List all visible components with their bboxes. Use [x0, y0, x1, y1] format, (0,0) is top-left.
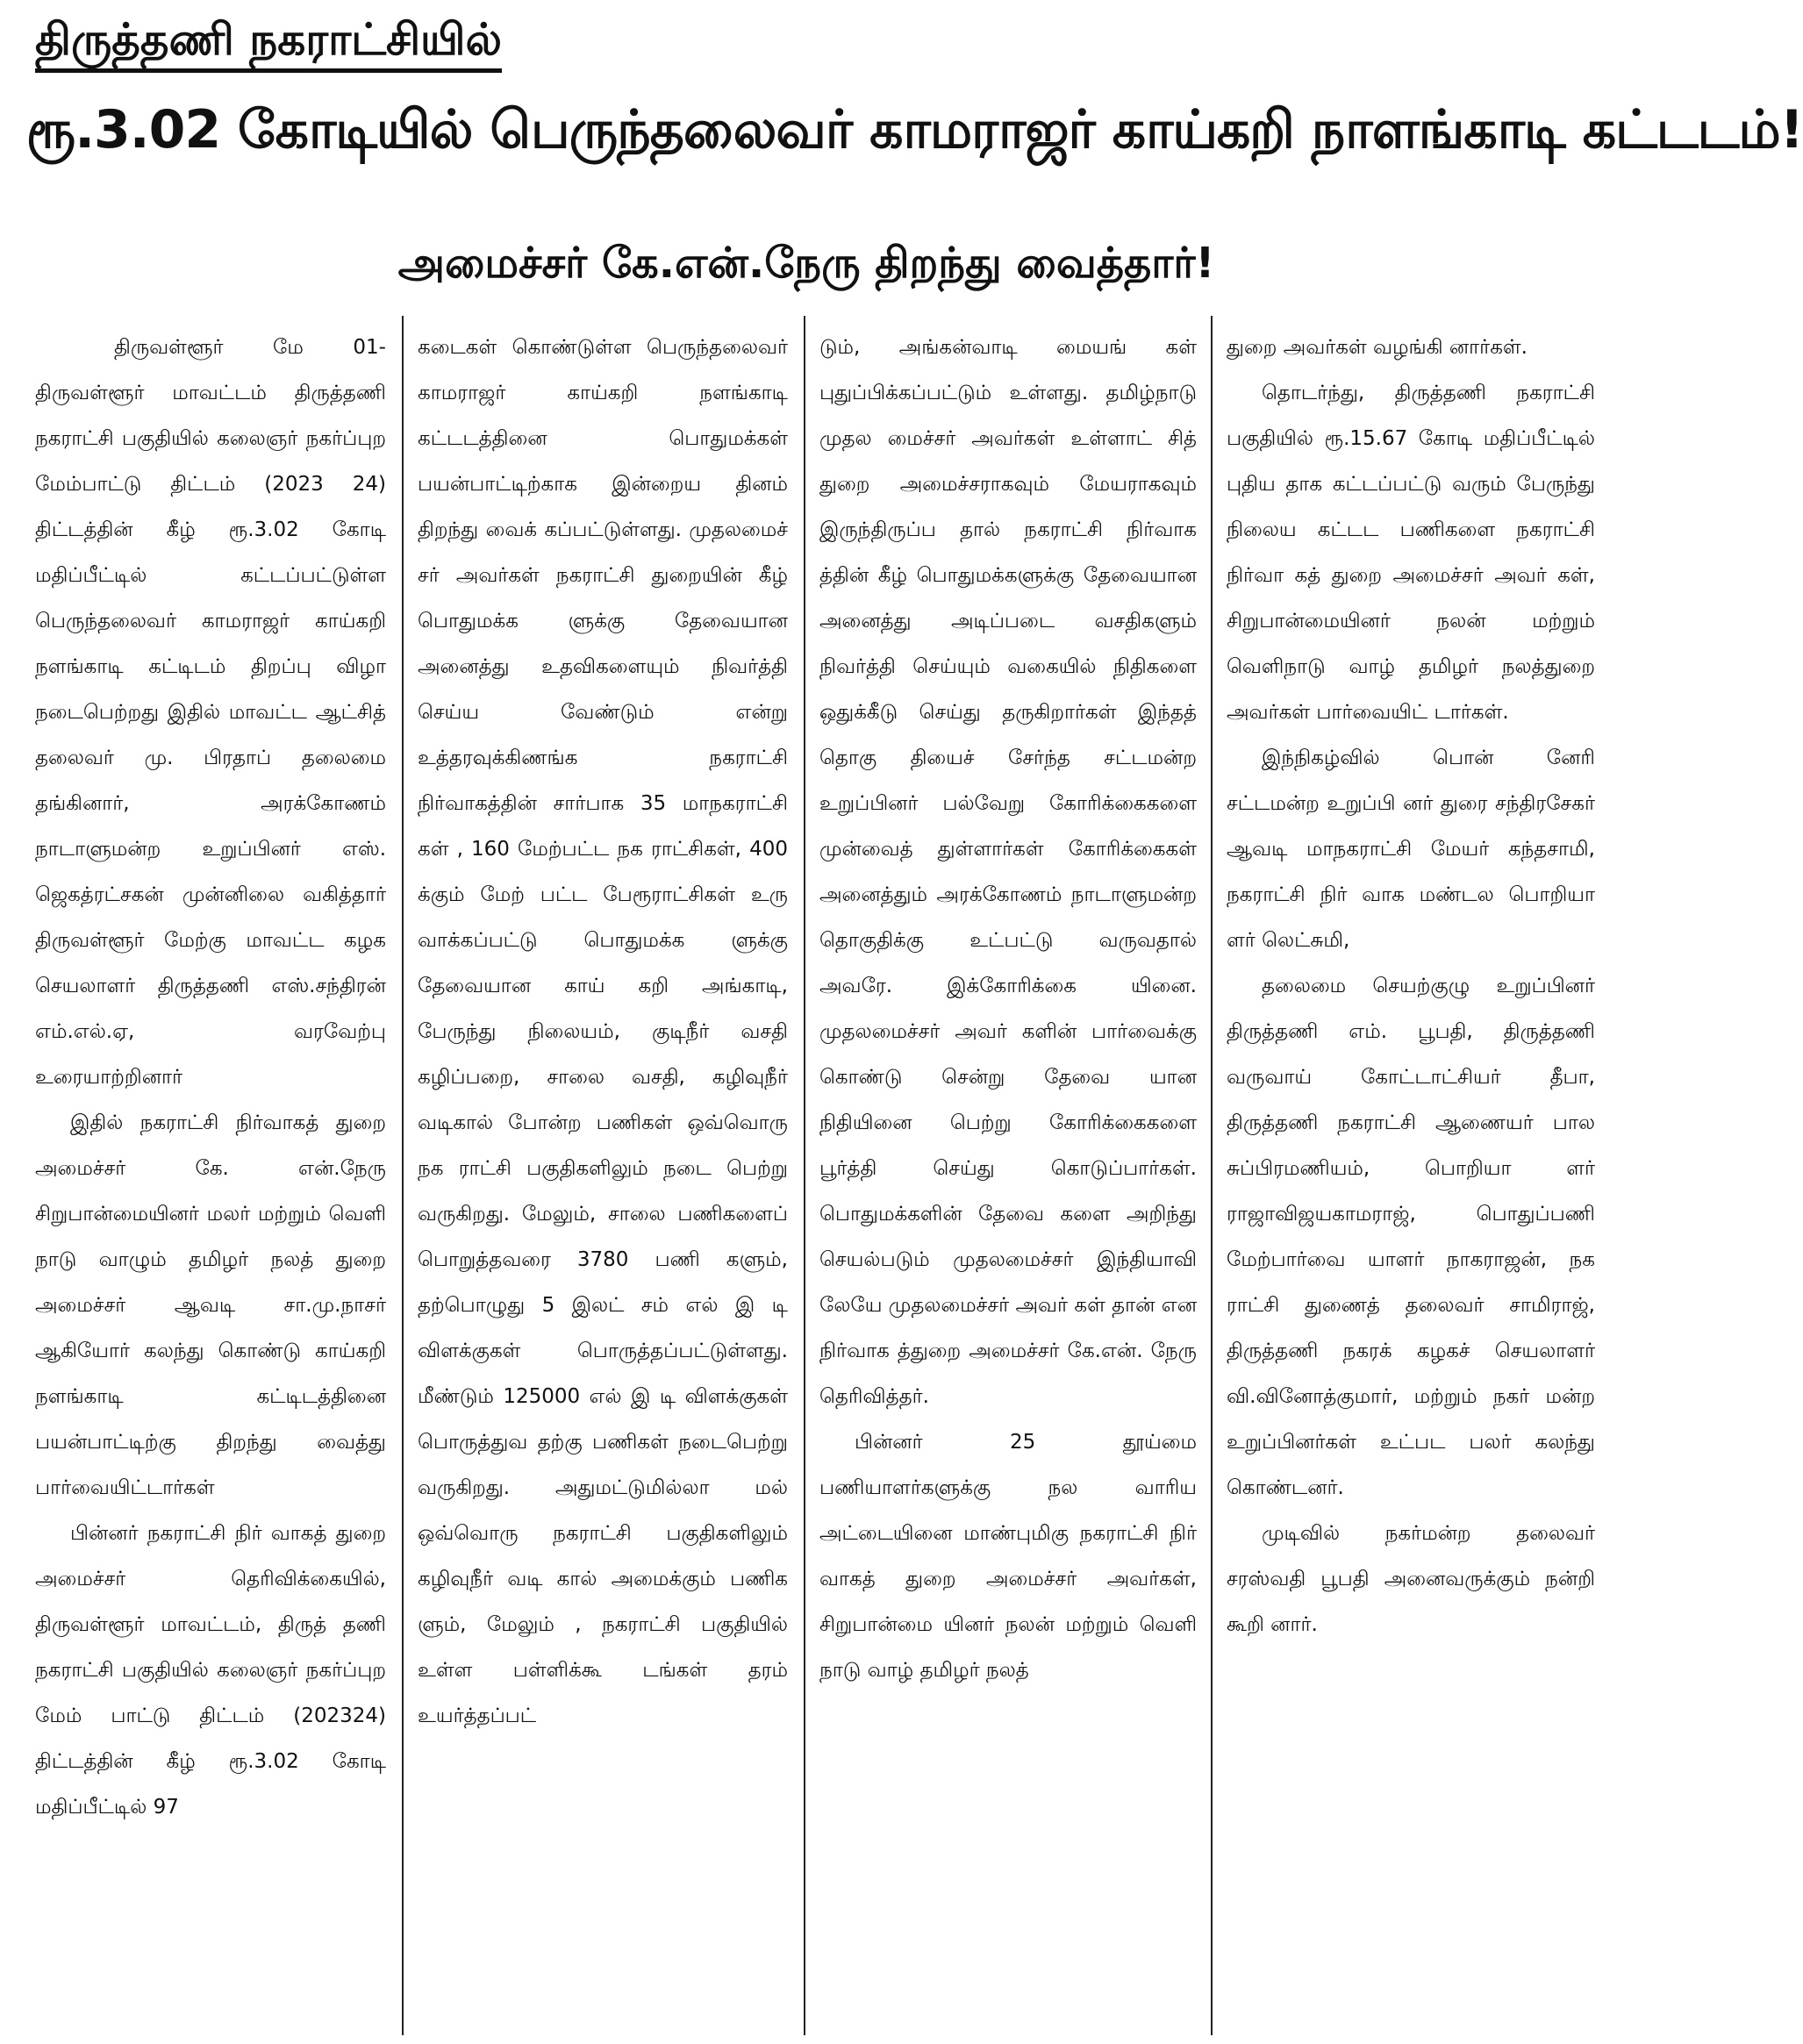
article-headline: ரூ.3.02 கோடியில் பெருந்தலைவர் காமராஜர் காய்கறி நாளங்காடி கட்டடம்! [26, 99, 1803, 161]
column-3-paragraph-2: பின்னர் 25 தூய்மை பணியாளர்களுக்கு நல வாரிய அட்டையினை மாண்புமிகு நகராட்சி நிர் வாகத் துறை அமைச்சர் அவர்கள், சிறுபான்மை யினர் நலன் மற்றும் வெளி நாடு வாழ் தமிழர் நலத் [819, 1431, 1197, 1682]
column-3 [819, 325, 1197, 2035]
column-rule-2 [804, 316, 805, 2035]
column-1-paragraph-3: பின்னர் நகராட்சி நிர் வாகத் துறை அமைச்சர் தெரிவிக்கையில், திருவள்ளூர் மாவட்டம், திருத் தணி நகராட்சி பகுதியில் கலைஞர் நகர்ப்புற மேம் பாட்டு திட்டம் (202324) திட்டத்தின் கீழ் ரூ.3.02 கோடி மதிப்பீட்டில் 97 [35, 1522, 386, 1819]
article-kicker: திருத்தணி நகராட்சியில் [35, 12, 502, 73]
column-4 [1227, 325, 1595, 2035]
column-4-paragraph-5: முடிவில் நகர்மன்ற தலைவர் சரஸ்வதி பூபதி அனைவருக்கும் நன்றி கூறி னார். [1227, 1522, 1595, 1636]
column-3-paragraph-1: டும், அங்கன்வாடி மையங் கள் புதுப்பிக்கப்பட்டும் உள்ளது. தமிழ்நாடு முதல மைச்சர் அவர்கள் உள்ளாட் சித் துறை அமைச்சராகவும் மேயராகவும் இருந்திருப்ப தால் நகராட்சி நிர்வாக த்தின் கீழ் பொதுமக்களுக்கு தேவையான அனைத்து அடிப்படை வசதிகளும் நிவர்த்தி செய்யும் வகையில் நிதிகளை ஒதுக்கீடு செய்து தருகிறார்கள் இந்தத் தொகு தியைச் சேர்ந்த சட்டமன்ற உறுப்பினர் பல்வேறு கோரிக்கைகளை முன்வைத் துள்ளார்கள் கோரிக்கைகள் அனைத்தும் அரக்கோணம் நாடாளுமன்ற தொகுதிக்கு உட்பட்டு வருவதால் அவரே. இக்கோரிக்கை யினை. முதலமைச்சர் அவர் களின் பார்வைக்கு கொண்டு சென்று தேவை யான நிதியினை பெற்று கோரிக்கைகளை பூர்த்தி செய்து கொடுப்பார்கள். பொதுமக்களின் தேவை களை அறிந்து செயல்படும் முதலமைச்சர் இந்தியாவி லேயே முதலமைச்சர் அவர் கள் தான் என நிர்வாக த்துறை அமைச்சர் கே.என். நேரு தெரிவித்தர். [819, 336, 1198, 1408]
column-4-paragraph-2: தொடர்ந்து, திருத்தணி நகராட்சி பகுதியில் ரூ.15.67 கோடி மதிப்பீட்டில் புதிய தாக கட்டப்பட்டு வரும் பேருந்து நிலைய கட்டட பணிகளை நகராட்சி நிர்வா கத் துறை அமைச்சர் அவர் கள், சிறுபான்மையினர் நலன் மற்றும் வெளிநாடு வாழ் தமிழர் நலத்துறை அவர்கள் பார்வையிட் டார்கள். [1227, 382, 1595, 724]
column-2-paragraph-1: கடைகள் கொண்டுள்ள பெருந்தலைவர் காமராஜர் காய்கறி நளங்காடி கட்டடத்தினை பொதுமக்கள் பயன்பாட்டிற்காக இன்றைய தினம் திறந்து வைக் கப்பட்டுள்ளது. முதலமைச் சர் அவர்கள் நகராட்சி துறையின் கீழ் பொதுமக்க ளுக்கு தேவையான அனைத்து உதவிகளையும் நிவர்த்தி செய்ய வேண்டும் என்று உத்தரவுக்கிணங்க நகராட்சி நிர்வாகத்தின் சார்பாக 35 மாநகராட்சி கள் , 160 மேற்பட்ட நக ராட்சிகள், 400 க்கும் மேற் பட்ட பேரூராட்சிகள் உரு வாக்கப்பட்டு பொதுமக்க ளுக்கு தேவையான காய் கறி அங்காடி, பேருந்து நிலையம், குடிநீர் வசதி கழிப்பறை, சாலை வசதி, கழிவுநீர் வடிகால் போன்ற பணிகள் ஒவ்வொரு நக ராட்சி பகுதிகளிலும் நடை பெற்று வருகிறது. மேலும், சாலை பணிகளைப் பொறுத்தவரை 3780 பணி களும், தற்பொழுது 5 இலட் சம் எல் இ டி விளக்குகள் பொருத்தப்பட்டுள்ளது. மீண்டும் 125000 எல் இ டி விளக்குகள் பொருத்துவ தற்கு பணிகள் நடைபெற்று வருகிறது. அதுமட்டுமில்லா மல் ஒவ்வொரு நகராட்சி பகுதிகளிலும் கழிவுநீர் வடி கால் அமைக்கும் பணிக ளும், மேலும் , நகராட்சி பகுதியில் உள்ள பள்ளிக்கூ டங்கள் தரம் உயர்த்தப்பட் [418, 336, 788, 1727]
article-subheadline: அமைச்சர் கே.என்.நேரு திறந்து வைத்தார்! [397, 239, 1215, 288]
article-body [0, 316, 1613, 2040]
column-rule-3 [1211, 316, 1213, 2035]
column-4-paragraph-3: இந்நிகழ்வில் பொன் னேரி சட்டமன்ற உறுப்பி னர் துரை சந்திரசேகர் ஆவடி மாநகராட்சி மேயர் கந்தசாமி, நகராட்சி நிர் வாக மண்டல பொறியா ளர் லெட்சுமி, [1227, 747, 1595, 952]
column-4-paragraph-1: துறை அவர்கள் வழங்கி னார்கள். [1227, 336, 1528, 359]
column-1 [35, 325, 386, 2035]
column-4-paragraph-4: தலைமை செயற்குழு உறுப்பினர் திருத்தணி எம். பூபதி, திருத்தணி வருவாய் கோட்டாட்சியர் தீபா, திருத்தணி நகராட்சி ஆணையர் பால சுப்பிரமணியம், பொறியா ளர் ராஜாவிஜயகாமராஜ், பொதுப்பணி மேற்பார்வை யாளர் நாகராஜன், நக ராட்சி துணைத் தலைவர் சாமிராஜ், திருத்தணி நகரக் கழகச் செயலாளர் வி.வினோத்குமார், மற்றும் நகர் மன்ற உறுப்பினர்கள் உட்பட பலர் கலந்து கொண்டனர். [1227, 975, 1595, 1499]
column-1-paragraph-1: திருவள்ளூர் மே 01- திருவள்ளூர் மாவட்டம் திருத்தணி நகராட்சி பகுதியில் கலைஞர் நகர்ப்புற மேம்பாட்டு திட்டம் (2023 24) திட்டத்தின் கீழ் ரூ.3.02 கோடி மதிப்பீட்டில் கட்டப்பட்டுள்ள பெருந்தலைவர் காமராஜர் காய்கறி நளங்காடி கட்டிடம் திறப்பு விழா நடைபெற்றது இதில் மாவட்ட ஆட்சித் தலைவர் மு. பிரதாப் தலைமை தங்கினார், அரக்கோணம் நாடாளுமன்ற உறுப்பினர் எஸ். ஜெகத்ரட்சகன் முன்னிலை வகித்தார் திருவள்ளூர் மேற்கு மாவட்ட கழக செயலாளர் திருத்தணி எஸ்.சந்திரன் எம்.எல்.ஏ, வரவேற்பு உரையாற்றினார் [35, 336, 386, 1089]
column-1-paragraph-2: இதில் நகராட்சி நிர்வாகத் துறை அமைச்சர் கே. என்.நேரு சிறுபான்மையினர் மலர் மற்றும் வெளி நாடு வாழும் தமிழர் நலத் துறை அமைச்சர் ஆவடி சா.மு.நாசர் ஆகியோர் கலந்து கொண்டு காய்கறி நளங்காடி கட்டிடத்தினை பயன்பாட்டிற்கு திறந்து வைத்து பார்வையிட்டார்கள் [35, 1111, 386, 1499]
column-rule-1 [402, 316, 404, 2035]
column-2 [418, 325, 788, 2035]
